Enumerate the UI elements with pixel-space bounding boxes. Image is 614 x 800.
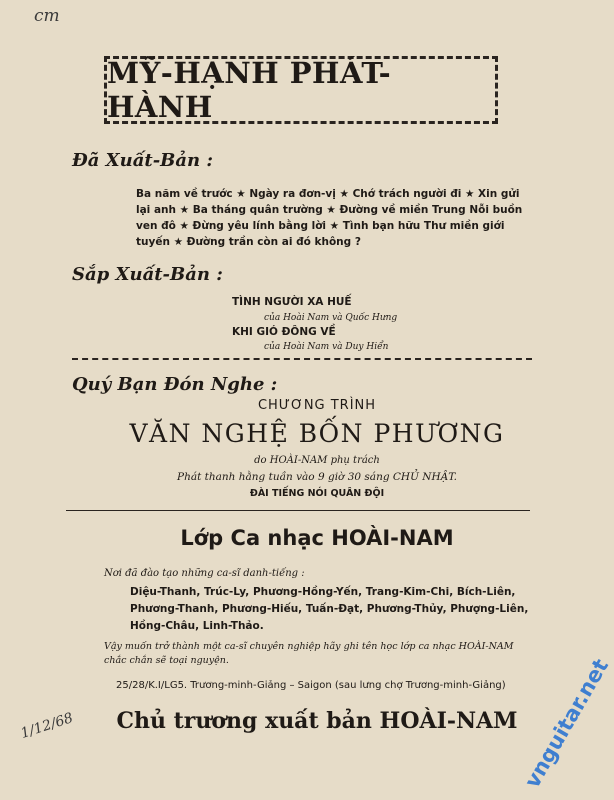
enroll-text: Vậy muốn trở thành một ca-sĩ chuyên nghiệp hãy ghi tên học lớp ca nhạc HOÀI-NAM chắc chắn sẽ toại nguyện.: [104, 641, 514, 666]
music-class-intro: Nơi đã đào tạo những ca-sĩ danh-tiếng :: [104, 568, 305, 579]
publisher-title: MỸ-HẠNH PHÁT-HÀNH: [107, 56, 392, 124]
listen-heading: Quý Bạn Đón Nghe :: [72, 374, 278, 395]
date-handwritten-note: 1/12/68: [18, 710, 76, 742]
upcoming-song-title: KHI GIÓ ĐÔNG VỀ: [232, 326, 336, 338]
site-watermark: vnguitar.net: [520, 654, 614, 792]
publisher-footer: Chủ trương xuất bản HOÀI-NAM: [116, 708, 518, 734]
solid-divider: [66, 510, 530, 511]
released-heading: Đã Xuất-Bản :: [72, 150, 214, 171]
title-frame: [104, 56, 498, 124]
upcoming-song-author: của Hoài Nam và Quốc Hưng: [264, 313, 398, 323]
address-line: 25/28/K.I/LG5. Trương-minh-Giảng – Saigon (sau lưng chợ Trương-minh-Giảng): [116, 680, 506, 691]
released-songs-list: Ba năm về trước ★ Ngày ra đơn-vị ★ Chớ trách người đi ★ Xin gửi lại anh ★ Ba tháng quân trường ★ Đường về miền Trung Nỗi buồn ven đô ★ Đừng yêu lính bằng lời ★ Tình bạn hữu Thư miền giới tuyến ★ Đường trần còn ai đó không ?: [136, 188, 523, 248]
upcoming-song-author: của Hoài Nam và Duy Hiển: [264, 342, 389, 352]
program-name: VĂN NGHỆ BỐN PHƯƠNG: [129, 419, 505, 448]
radio-station: ĐÀI TIẾNG NÓI QUÂN ĐỘI: [249, 488, 385, 499]
program-host: do HOÀI-NAM phụ trách: [254, 455, 380, 466]
broadcast-schedule: Phát thanh hằng tuần vào 9 giờ 30 sáng CHỦ NHẬT.: [177, 471, 457, 483]
upcoming-song-title: TÌNH NGƯỜI XA HUẾ: [232, 296, 352, 308]
upcoming-heading: Sắp Xuất-Bản :: [72, 264, 223, 285]
dashed-divider: [72, 358, 532, 360]
program-label: CHƯƠNG TRÌNH: [257, 398, 377, 413]
music-class-title: Lớp Ca nhạc HOÀI-NAM: [180, 526, 454, 550]
corner-handwritten-note: cm: [34, 6, 60, 26]
singers-list: Diệu-Thanh, Trúc-Ly, Phương-Hồng-Yến, Trang-Kim-Chi, Bích-Liên, Phương-Thanh, Phương-Hiếu, Tuấn-Đạt, Phương-Thủy, Phượng-Liên, Hồng-Châu, Linh-Thảo.: [130, 586, 529, 632]
